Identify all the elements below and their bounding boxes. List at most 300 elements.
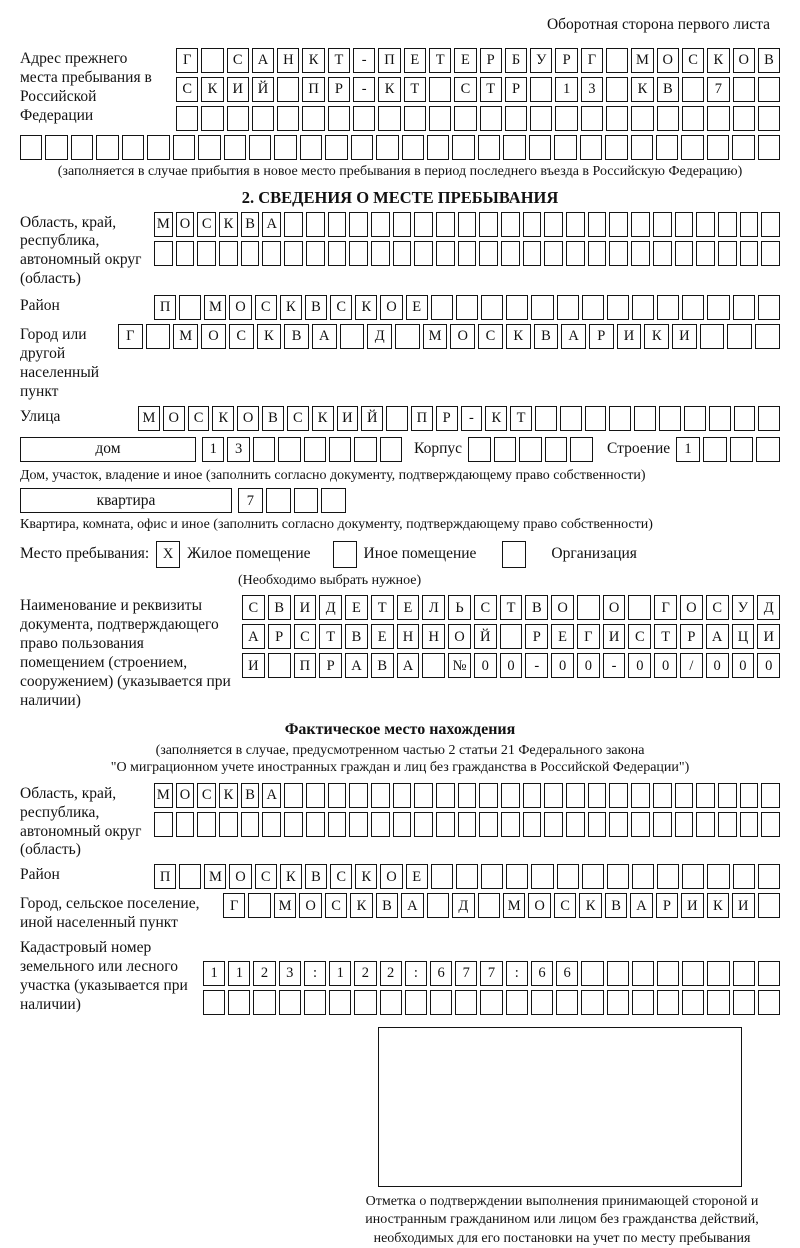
char-cell[interactable] [544, 241, 563, 266]
char-cell[interactable] [429, 106, 451, 131]
char-cell[interactable]: В [525, 595, 548, 620]
char-cell[interactable] [657, 295, 679, 320]
char-cell[interactable] [219, 812, 238, 837]
char-cell[interactable]: Е [345, 595, 368, 620]
char-cell[interactable] [607, 961, 629, 986]
char-cell[interactable]: 1 [202, 437, 224, 462]
char-cell[interactable] [560, 406, 582, 431]
char-cell[interactable] [458, 783, 477, 808]
char-cell[interactable]: С [197, 783, 216, 808]
char-cell[interactable] [733, 106, 755, 131]
char-cell[interactable]: Р [656, 893, 678, 918]
char-cell[interactable] [628, 595, 651, 620]
char-cell[interactable]: В [284, 324, 309, 349]
char-cell[interactable]: 1 [329, 961, 351, 986]
char-cell[interactable]: Т [480, 77, 502, 102]
char-cell[interactable] [176, 241, 195, 266]
char-cell[interactable] [253, 437, 275, 462]
char-cell[interactable] [758, 990, 780, 1015]
char-cell[interactable] [479, 783, 498, 808]
char-cell[interactable] [656, 135, 678, 160]
char-cell[interactable]: Д [757, 595, 780, 620]
char-cell[interactable]: Р [328, 77, 350, 102]
char-cell[interactable] [609, 212, 628, 237]
char-cell[interactable]: В [371, 653, 394, 678]
char-cell[interactable]: К [506, 324, 531, 349]
char-cell[interactable] [501, 783, 520, 808]
char-cell[interactable]: Р [480, 48, 502, 73]
char-cell[interactable] [386, 406, 408, 431]
char-cell[interactable] [436, 812, 455, 837]
char-cell[interactable] [631, 135, 653, 160]
char-cell[interactable] [631, 241, 650, 266]
char-cell[interactable]: Г [654, 595, 677, 620]
char-cell[interactable] [179, 295, 201, 320]
char-cell[interactable]: И [227, 77, 249, 102]
char-cell[interactable]: Р [555, 48, 577, 73]
char-cell[interactable]: 1 [555, 77, 577, 102]
char-cell[interactable] [557, 295, 579, 320]
char-cell[interactable]: Р [319, 653, 342, 678]
char-cell[interactable] [481, 864, 503, 889]
char-cell[interactable] [653, 212, 672, 237]
char-cell[interactable]: : [304, 961, 326, 986]
char-cell[interactable]: 7 [707, 77, 729, 102]
char-cell[interactable]: О [380, 864, 402, 889]
char-cell[interactable]: А [397, 653, 420, 678]
char-cell[interactable] [480, 990, 502, 1015]
char-cell[interactable]: К [350, 893, 372, 918]
char-cell[interactable] [395, 324, 420, 349]
char-cell[interactable] [566, 241, 585, 266]
char-cell[interactable]: К [355, 295, 377, 320]
char-cell[interactable] [414, 812, 433, 837]
char-cell[interactable] [756, 437, 780, 462]
char-cell[interactable]: Ц [732, 624, 755, 649]
char-cell[interactable]: К [312, 406, 334, 431]
char-cell[interactable]: М [173, 324, 198, 349]
char-cell[interactable]: К [485, 406, 507, 431]
char-cell[interactable]: К [219, 783, 238, 808]
char-cell[interactable]: / [680, 653, 703, 678]
char-cell[interactable]: Е [551, 624, 574, 649]
char-cell[interactable] [505, 106, 527, 131]
char-cell[interactable] [607, 864, 629, 889]
char-cell[interactable] [530, 106, 552, 131]
char-cell[interactable] [733, 961, 755, 986]
char-cell[interactable]: 0 [628, 653, 651, 678]
char-cell[interactable]: С [454, 77, 476, 102]
char-cell[interactable]: 0 [474, 653, 497, 678]
char-cell[interactable] [219, 241, 238, 266]
char-cell[interactable]: М [274, 893, 296, 918]
char-cell[interactable] [632, 295, 654, 320]
char-cell[interactable]: 0 [500, 653, 523, 678]
char-cell[interactable] [707, 990, 729, 1015]
char-cell[interactable]: П [302, 77, 324, 102]
char-cell[interactable] [430, 990, 452, 1015]
char-cell[interactable] [634, 406, 656, 431]
char-cell[interactable] [45, 135, 67, 160]
char-cell[interactable]: И [294, 595, 317, 620]
char-cell[interactable] [580, 135, 602, 160]
char-cell[interactable] [431, 295, 453, 320]
char-cell[interactable] [393, 783, 412, 808]
char-cell[interactable] [707, 864, 729, 889]
char-cell[interactable] [224, 135, 246, 160]
char-cell[interactable] [730, 437, 754, 462]
char-cell[interactable] [761, 812, 780, 837]
checkbox-inoe[interactable] [333, 541, 357, 568]
char-cell[interactable]: С [682, 48, 704, 73]
char-cell[interactable] [349, 783, 368, 808]
char-cell[interactable]: В [657, 77, 679, 102]
char-cell[interactable] [758, 893, 780, 918]
char-cell[interactable] [404, 106, 426, 131]
char-cell[interactable]: С [287, 406, 309, 431]
char-cell[interactable] [306, 241, 325, 266]
char-cell[interactable]: С [706, 595, 729, 620]
char-cell[interactable]: 2 [380, 961, 402, 986]
char-cell[interactable]: И [242, 653, 265, 678]
char-cell[interactable]: С [227, 48, 249, 73]
char-cell[interactable]: А [242, 624, 265, 649]
char-cell[interactable]: Г [581, 48, 603, 73]
char-cell[interactable]: М [154, 212, 173, 237]
char-cell[interactable]: А [630, 893, 652, 918]
char-cell[interactable] [696, 783, 715, 808]
char-cell[interactable] [544, 812, 563, 837]
char-cell[interactable]: С [188, 406, 210, 431]
char-cell[interactable]: М [154, 783, 173, 808]
char-cell[interactable]: О [657, 48, 679, 73]
char-cell[interactable]: 7 [480, 961, 502, 986]
char-cell[interactable]: М [503, 893, 525, 918]
char-cell[interactable] [675, 783, 694, 808]
char-cell[interactable]: С [554, 893, 576, 918]
char-cell[interactable] [454, 106, 476, 131]
char-cell[interactable]: А [345, 653, 368, 678]
char-cell[interactable] [176, 812, 195, 837]
char-cell[interactable]: 0 [706, 653, 729, 678]
char-cell[interactable]: К [201, 77, 223, 102]
char-cell[interactable]: П [411, 406, 433, 431]
char-cell[interactable]: Г [176, 48, 198, 73]
char-cell[interactable] [284, 812, 303, 837]
char-cell[interactable] [371, 783, 390, 808]
char-cell[interactable] [588, 812, 607, 837]
char-cell[interactable] [761, 783, 780, 808]
char-cell[interactable]: А [312, 324, 337, 349]
char-cell[interactable]: 0 [551, 653, 574, 678]
char-cell[interactable] [607, 990, 629, 1015]
char-cell[interactable] [682, 961, 704, 986]
char-cell[interactable] [758, 106, 780, 131]
char-cell[interactable] [328, 106, 350, 131]
char-cell[interactable] [304, 437, 326, 462]
char-cell[interactable] [479, 241, 498, 266]
char-cell[interactable] [758, 295, 780, 320]
char-cell[interactable] [718, 241, 737, 266]
char-cell[interactable] [173, 135, 195, 160]
char-cell[interactable] [371, 212, 390, 237]
char-cell[interactable] [707, 961, 729, 986]
char-cell[interactable] [436, 783, 455, 808]
char-cell[interactable] [253, 990, 275, 1015]
char-cell[interactable] [696, 812, 715, 837]
char-cell[interactable]: С [628, 624, 651, 649]
char-cell[interactable] [378, 106, 400, 131]
char-cell[interactable] [328, 783, 347, 808]
char-cell[interactable]: О [551, 595, 574, 620]
char-cell[interactable]: В [345, 624, 368, 649]
char-cell[interactable]: 7 [455, 961, 477, 986]
char-cell[interactable]: Л [422, 595, 445, 620]
char-cell[interactable]: К [355, 864, 377, 889]
char-cell[interactable] [530, 77, 552, 102]
char-cell[interactable]: С [255, 295, 277, 320]
char-cell[interactable]: С [330, 864, 352, 889]
char-cell[interactable]: 0 [577, 653, 600, 678]
char-cell[interactable]: С [294, 624, 317, 649]
char-cell[interactable] [393, 812, 412, 837]
char-cell[interactable]: Е [406, 864, 428, 889]
char-cell[interactable] [284, 212, 303, 237]
char-cell[interactable] [380, 437, 402, 462]
char-cell[interactable] [351, 135, 373, 160]
char-cell[interactable] [609, 812, 628, 837]
char-cell[interactable]: Д [319, 595, 342, 620]
char-cell[interactable] [733, 295, 755, 320]
char-cell[interactable] [480, 106, 502, 131]
char-cell[interactable]: А [252, 48, 274, 73]
char-cell[interactable] [718, 812, 737, 837]
char-cell[interactable]: 6 [556, 961, 578, 986]
char-cell[interactable] [681, 135, 703, 160]
char-cell[interactable]: И [337, 406, 359, 431]
char-cell[interactable] [675, 212, 694, 237]
char-cell[interactable]: 2 [354, 961, 376, 986]
char-cell[interactable] [455, 990, 477, 1015]
char-cell[interactable]: О [176, 783, 195, 808]
char-cell[interactable] [241, 812, 260, 837]
char-cell[interactable] [758, 961, 780, 986]
char-cell[interactable] [201, 48, 223, 73]
char-cell[interactable] [201, 106, 223, 131]
char-cell[interactable] [657, 864, 679, 889]
char-cell[interactable]: 1 [228, 961, 250, 986]
char-cell[interactable] [682, 864, 704, 889]
char-cell[interactable] [458, 241, 477, 266]
char-cell[interactable] [176, 106, 198, 131]
char-cell[interactable] [268, 653, 291, 678]
char-cell[interactable]: В [376, 893, 398, 918]
char-cell[interactable] [675, 241, 694, 266]
char-cell[interactable] [436, 241, 455, 266]
char-cell[interactable]: С [242, 595, 265, 620]
char-cell[interactable]: О [237, 406, 259, 431]
char-cell[interactable]: 6 [531, 961, 553, 986]
char-cell[interactable] [306, 812, 325, 837]
char-cell[interactable] [414, 783, 433, 808]
char-cell[interactable]: О [229, 295, 251, 320]
char-cell[interactable]: : [405, 961, 427, 986]
char-cell[interactable] [631, 783, 650, 808]
char-cell[interactable] [506, 295, 528, 320]
char-cell[interactable] [252, 106, 274, 131]
char-cell[interactable] [581, 106, 603, 131]
char-cell[interactable] [707, 106, 729, 131]
char-cell[interactable]: Т [328, 48, 350, 73]
char-cell[interactable] [500, 624, 523, 649]
char-cell[interactable] [684, 406, 706, 431]
char-cell[interactable]: А [561, 324, 586, 349]
char-cell[interactable] [582, 864, 604, 889]
char-cell[interactable] [657, 961, 679, 986]
char-cell[interactable]: Т [500, 595, 523, 620]
char-cell[interactable]: К [212, 406, 234, 431]
char-cell[interactable]: К [280, 295, 302, 320]
char-cell[interactable]: С [197, 212, 216, 237]
char-cell[interactable]: Р [525, 624, 548, 649]
char-cell[interactable] [427, 893, 449, 918]
char-cell[interactable] [653, 783, 672, 808]
char-cell[interactable]: К [707, 48, 729, 73]
char-cell[interactable] [501, 212, 520, 237]
char-cell[interactable]: Е [371, 624, 394, 649]
char-cell[interactable] [501, 241, 520, 266]
char-cell[interactable] [329, 990, 351, 1015]
char-cell[interactable] [456, 864, 478, 889]
char-cell[interactable] [266, 488, 291, 513]
char-cell[interactable] [422, 653, 445, 678]
char-cell[interactable]: П [154, 864, 176, 889]
char-cell[interactable] [657, 990, 679, 1015]
char-cell[interactable] [554, 135, 576, 160]
char-cell[interactable]: С [330, 295, 352, 320]
char-cell[interactable] [523, 241, 542, 266]
char-cell[interactable] [376, 135, 398, 160]
char-cell[interactable] [545, 437, 568, 462]
char-cell[interactable] [284, 241, 303, 266]
char-cell[interactable]: М [423, 324, 448, 349]
char-cell[interactable]: А [262, 783, 281, 808]
char-cell[interactable]: А [401, 893, 423, 918]
char-cell[interactable] [478, 893, 500, 918]
char-cell[interactable] [581, 990, 603, 1015]
char-cell[interactable] [682, 295, 704, 320]
char-cell[interactable]: В [305, 295, 327, 320]
char-cell[interactable]: Т [510, 406, 532, 431]
char-cell[interactable]: Е [454, 48, 476, 73]
char-cell[interactable]: И [603, 624, 626, 649]
char-cell[interactable] [566, 783, 585, 808]
char-cell[interactable] [506, 990, 528, 1015]
char-cell[interactable] [544, 783, 563, 808]
char-cell[interactable]: О [450, 324, 475, 349]
char-cell[interactable]: 0 [757, 653, 780, 678]
char-cell[interactable] [478, 135, 500, 160]
char-cell[interactable] [414, 241, 433, 266]
char-cell[interactable] [631, 106, 653, 131]
char-cell[interactable]: О [603, 595, 626, 620]
char-cell[interactable]: 1 [676, 437, 700, 462]
char-cell[interactable] [479, 812, 498, 837]
char-cell[interactable] [556, 990, 578, 1015]
char-cell[interactable]: К [579, 893, 601, 918]
char-cell[interactable] [71, 135, 93, 160]
char-cell[interactable] [262, 241, 281, 266]
char-cell[interactable] [588, 783, 607, 808]
char-cell[interactable]: Ь [448, 595, 471, 620]
char-cell[interactable] [581, 961, 603, 986]
char-cell[interactable]: - [525, 653, 548, 678]
char-cell[interactable] [122, 135, 144, 160]
char-cell[interactable] [354, 990, 376, 1015]
char-cell[interactable]: - [353, 48, 375, 73]
char-cell[interactable]: - [353, 77, 375, 102]
char-cell[interactable] [758, 864, 780, 889]
char-cell[interactable] [609, 241, 628, 266]
char-cell[interactable] [179, 864, 201, 889]
char-cell[interactable] [349, 812, 368, 837]
char-cell[interactable]: В [758, 48, 780, 73]
char-cell[interactable]: С [229, 324, 254, 349]
char-cell[interactable] [321, 488, 346, 513]
char-cell[interactable] [740, 241, 759, 266]
char-cell[interactable]: О [448, 624, 471, 649]
char-cell[interactable] [328, 241, 347, 266]
char-cell[interactable]: Н [422, 624, 445, 649]
char-cell[interactable] [481, 295, 503, 320]
char-cell[interactable] [734, 406, 756, 431]
char-cell[interactable]: О [380, 295, 402, 320]
char-cell[interactable]: - [461, 406, 483, 431]
char-cell[interactable] [402, 135, 424, 160]
char-cell[interactable] [682, 990, 704, 1015]
char-cell[interactable]: Т [404, 77, 426, 102]
char-cell[interactable]: В [605, 893, 627, 918]
char-cell[interactable] [277, 106, 299, 131]
char-cell[interactable]: 0 [654, 653, 677, 678]
char-cell[interactable]: Й [361, 406, 383, 431]
char-cell[interactable] [733, 864, 755, 889]
char-cell[interactable]: К [257, 324, 282, 349]
char-cell[interactable] [577, 595, 600, 620]
char-cell[interactable]: 2 [253, 961, 275, 986]
char-cell[interactable] [302, 106, 324, 131]
char-cell[interactable] [609, 783, 628, 808]
char-cell[interactable] [452, 135, 474, 160]
char-cell[interactable]: К [644, 324, 669, 349]
char-cell[interactable] [506, 864, 528, 889]
checkbox-zhiloe[interactable]: X [156, 541, 180, 568]
char-cell[interactable]: Г [118, 324, 143, 349]
char-cell[interactable]: : [506, 961, 528, 986]
char-cell[interactable] [197, 241, 216, 266]
char-cell[interactable] [531, 864, 553, 889]
char-cell[interactable]: Д [367, 324, 392, 349]
char-cell[interactable]: Т [654, 624, 677, 649]
char-cell[interactable]: Т [319, 624, 342, 649]
char-cell[interactable] [758, 135, 780, 160]
char-cell[interactable] [609, 406, 631, 431]
char-cell[interactable] [682, 106, 704, 131]
char-cell[interactable] [458, 812, 477, 837]
char-cell[interactable]: Е [406, 295, 428, 320]
char-cell[interactable] [758, 406, 780, 431]
char-cell[interactable] [306, 783, 325, 808]
